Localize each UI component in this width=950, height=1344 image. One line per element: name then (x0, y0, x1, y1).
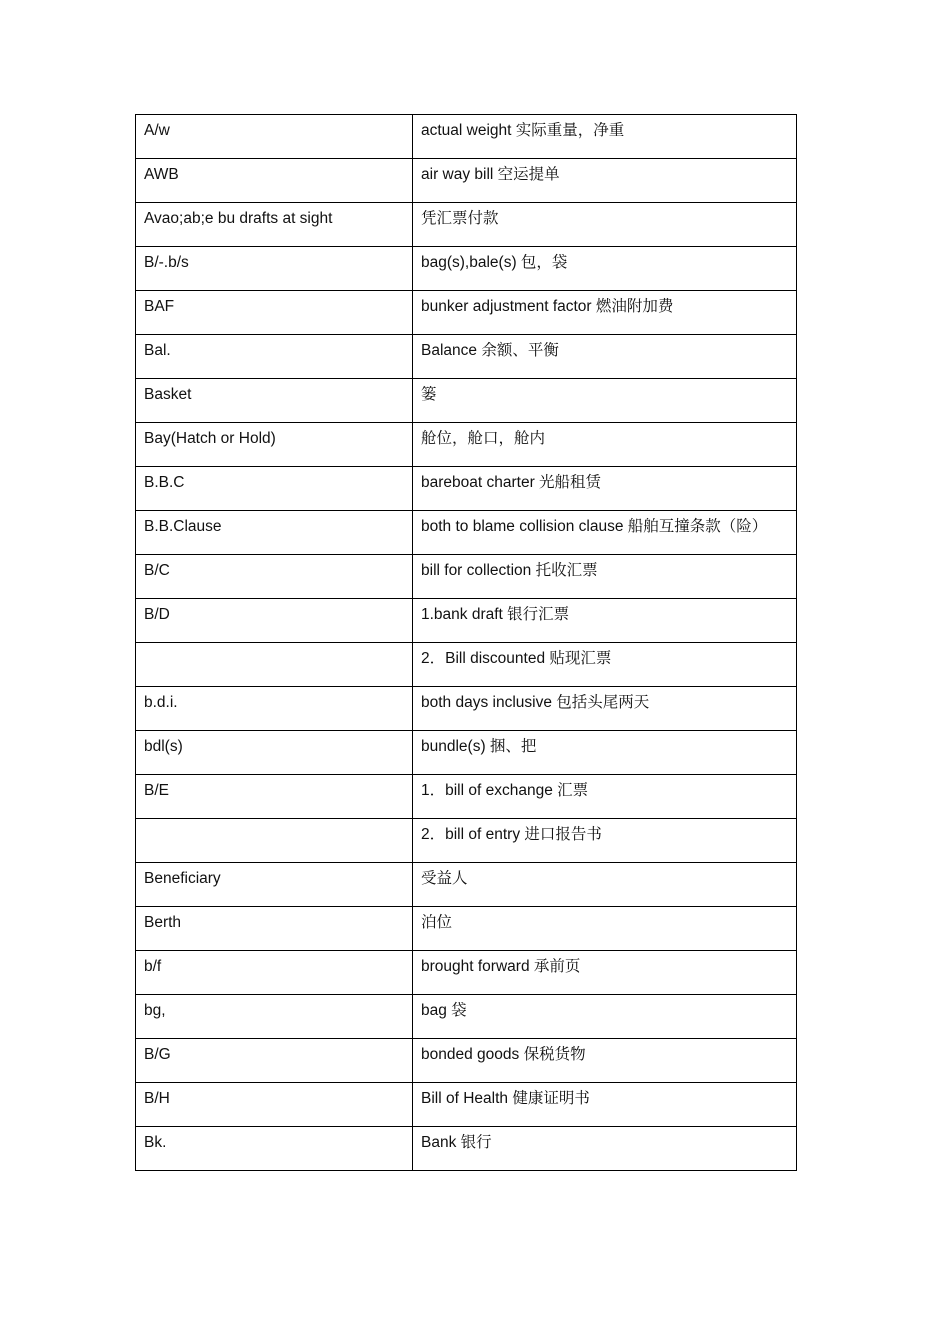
term-text (144, 819, 404, 827)
definition-text: bareboat charter 光船租赁 (421, 474, 602, 491)
definition-text: air way bill 空运提单 (421, 166, 560, 183)
term-cell (136, 1083, 413, 1127)
table-row (136, 995, 797, 1039)
glossary-table-body (136, 115, 797, 1171)
definition-text: bunker adjustment factor 燃油附加费 (421, 298, 674, 315)
table-row (136, 1083, 797, 1127)
table-row (136, 1039, 797, 1083)
definition-cell (413, 863, 797, 907)
definition-cell (413, 379, 797, 423)
table-row (136, 203, 797, 247)
term-cell (136, 731, 413, 775)
term-cell (136, 643, 413, 687)
definition-cell (413, 643, 797, 687)
term-cell (136, 467, 413, 511)
term-text: Beneficiary (144, 870, 221, 887)
term-text: B.B.C (144, 474, 185, 491)
term-cell (136, 203, 413, 247)
table-row (136, 1127, 797, 1171)
definition-cell (413, 687, 797, 731)
table-row (136, 599, 797, 643)
definition-cell (413, 203, 797, 247)
definition-text: 受益人 (421, 870, 468, 887)
definition-text: 1.bank draft 银行汇票 (421, 606, 570, 623)
term-cell (136, 291, 413, 335)
definition-cell (413, 511, 797, 555)
term-text: B/E (144, 782, 169, 799)
definition-cell (413, 335, 797, 379)
definition-text: 舱位，舱口，舱内 (421, 430, 546, 447)
definition-cell (413, 247, 797, 291)
term-cell (136, 775, 413, 819)
definition-cell (413, 907, 797, 951)
definition-cell (413, 1127, 797, 1171)
definition-text: 2．Bill discounted 贴现汇票 (421, 650, 612, 667)
table-row (136, 819, 797, 863)
term-text (144, 643, 404, 651)
definition-text: bill for collection 托收汇票 (421, 562, 598, 579)
term-cell (136, 907, 413, 951)
definition-cell (413, 291, 797, 335)
table-row (136, 643, 797, 687)
term-cell (136, 159, 413, 203)
definition-text: 1．bill of exchange 汇票 (421, 782, 589, 799)
term-cell (136, 555, 413, 599)
table-row (136, 159, 797, 203)
definition-cell (413, 467, 797, 511)
term-cell (136, 423, 413, 467)
table-row (136, 335, 797, 379)
definition-text: Bank 银行 (421, 1134, 492, 1151)
table-row (136, 291, 797, 335)
term-text: B.B.Clause (144, 518, 222, 535)
term-text: bg, (144, 1002, 166, 1019)
table-row (136, 115, 797, 159)
table-row (136, 467, 797, 511)
term-text: B/G (144, 1046, 171, 1063)
term-cell (136, 1127, 413, 1171)
term-text: Bal. (144, 342, 171, 359)
definition-text: Bill of Health 健康证明书 (421, 1090, 590, 1107)
table-row (136, 863, 797, 907)
definition-text: bag(s),bale(s) 包，袋 (421, 254, 568, 271)
term-text: b.d.i. (144, 694, 178, 711)
definition-cell (413, 599, 797, 643)
table-row (136, 379, 797, 423)
term-text: B/C (144, 562, 170, 579)
definition-cell (413, 423, 797, 467)
term-text: bdl(s) (144, 738, 183, 755)
term-text: A/w (144, 122, 170, 139)
term-cell (136, 511, 413, 555)
definition-cell (413, 115, 797, 159)
term-text: AWB (144, 166, 179, 183)
term-cell (136, 247, 413, 291)
definition-cell (413, 1039, 797, 1083)
term-text: Basket (144, 386, 192, 403)
definition-cell (413, 731, 797, 775)
term-cell (136, 379, 413, 423)
term-cell (136, 995, 413, 1039)
term-text: b/f (144, 958, 162, 975)
definition-cell (413, 951, 797, 995)
term-text: B/D (144, 606, 170, 623)
definition-text: 2．bill of entry 进口报告书 (421, 826, 602, 843)
table-row (136, 687, 797, 731)
term-text: Bk. (144, 1134, 167, 1151)
term-cell (136, 819, 413, 863)
definition-cell (413, 775, 797, 819)
table-row (136, 775, 797, 819)
definition-text: 凭汇票付款 (421, 210, 499, 227)
definition-cell (413, 1083, 797, 1127)
term-cell (136, 115, 413, 159)
definition-text: actual weight 实际重量，净重 (421, 122, 625, 139)
term-text: BAF (144, 298, 175, 315)
definition-cell (413, 555, 797, 599)
table-row (136, 731, 797, 775)
definition-cell (413, 819, 797, 863)
glossary-table (135, 114, 797, 1171)
definition-text: 泊位 (421, 914, 453, 931)
table-row (136, 423, 797, 467)
term-cell (136, 863, 413, 907)
term-text: Bay(Hatch or Hold) (144, 430, 276, 447)
table-row (136, 951, 797, 995)
definition-text: brought forward 承前页 (421, 958, 581, 975)
definition-cell (413, 995, 797, 1039)
definition-text: bundle(s) 捆、把 (421, 738, 537, 755)
term-text: B/H (144, 1090, 170, 1107)
term-text: B/-.b/s (144, 254, 189, 271)
table-row (136, 555, 797, 599)
term-cell (136, 951, 413, 995)
term-text: Avao;ab;e bu drafts at sight (144, 210, 333, 227)
table-row (136, 247, 797, 291)
table-row (136, 511, 797, 555)
definition-text: both days inclusive 包括头尾两天 (421, 694, 650, 711)
definition-text: both to blame collision clause 船舶互撞条款（险） (421, 518, 768, 535)
definition-text: bag 袋 (421, 1002, 467, 1019)
definition-text: 篓 (421, 386, 437, 403)
term-cell (136, 687, 413, 731)
definition-cell (413, 159, 797, 203)
definition-text: Balance 余额、平衡 (421, 342, 559, 359)
term-cell (136, 599, 413, 643)
definition-text: bonded goods 保税货物 (421, 1046, 586, 1063)
table-row (136, 907, 797, 951)
term-text: Berth (144, 914, 182, 931)
term-cell (136, 1039, 413, 1083)
term-cell (136, 335, 413, 379)
